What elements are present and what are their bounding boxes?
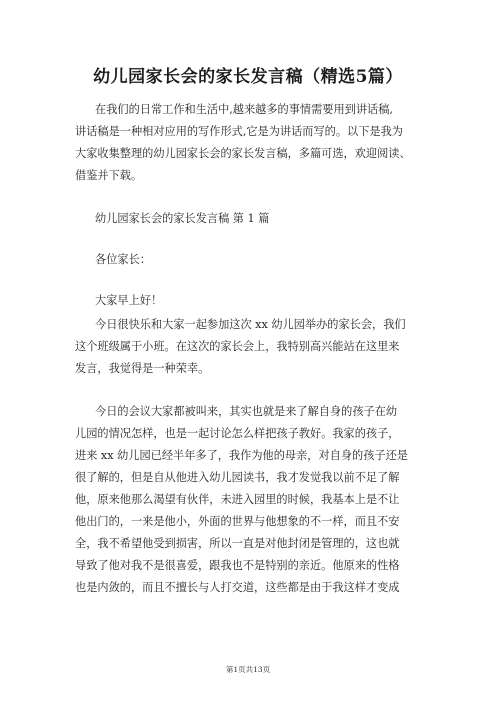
section-heading: 幼儿园家长会的家长发言稿 第 1 篇 bbox=[95, 212, 270, 225]
paragraph-line: 进来 xx 幼儿园已经半年多了，我作为他的母亲，对自身的孩子还是 bbox=[75, 449, 408, 462]
salutation: 各位家长： bbox=[95, 253, 151, 266]
greeting: 大家早上好！ bbox=[95, 294, 163, 307]
paragraph-line: 今日很快乐和大家一起参加这次 xx 幼儿园举办的家长会，我们 bbox=[95, 318, 406, 331]
paragraph-line: 他出门的，一来是他小，外面的世界与他想象的不一样，而且不安 bbox=[75, 515, 400, 528]
paragraph-line: 儿园的情况怎样，也是一起讨论怎么样把孩子教好。我家的孩子， bbox=[75, 427, 400, 440]
intro-line: 讲话稿是一种相对应用的写作形式,它是为讲话而写的。以下是我为 bbox=[75, 125, 403, 138]
document-title: 幼儿园家长会的家长发言稿（精选5篇） bbox=[93, 67, 403, 87]
paragraph-line: 他，原来他那么渴望有伙伴，未进入园里的时候，我基本上是不让 bbox=[75, 493, 400, 506]
paragraph-line: 发言，我觉得是一种荣幸。 bbox=[75, 362, 210, 375]
paragraph-line: 很了解的，但是自从他进入幼儿园读书，我才发觉我以前不足了解 bbox=[75, 471, 400, 484]
paragraph-line: 这个班级属于小班。在这次的家长会上，我特别高兴能站在这里来 bbox=[75, 340, 400, 353]
page-number: 第1页共13页 bbox=[225, 665, 271, 674]
paragraph-line: 全，我不希望他受到损害，所以一直是对他封闭是管理的，这也就 bbox=[75, 537, 400, 550]
paragraph-line: 今日的会议大家都被叫来，其实也就是来了解自身的孩子在幼 bbox=[95, 405, 398, 418]
paragraph-line: 导致了他对我不是很喜爱，跟我也不是特别的亲近。他原来的性格 bbox=[75, 559, 400, 572]
paragraph-line: 也是内敛的，而且不擅长与人打交道，这些都是由于我这样才变成 bbox=[75, 581, 400, 594]
intro-line: 在我们的日常工作和生活中,越来越多的事情需要用到讲话稿, bbox=[95, 103, 393, 116]
intro-line: 大家收集整理的幼儿园家长会的家长发言稿，多篇可选，欢迎阅读、 bbox=[75, 147, 411, 160]
intro-line: 借鉴并下载。 bbox=[75, 169, 143, 182]
